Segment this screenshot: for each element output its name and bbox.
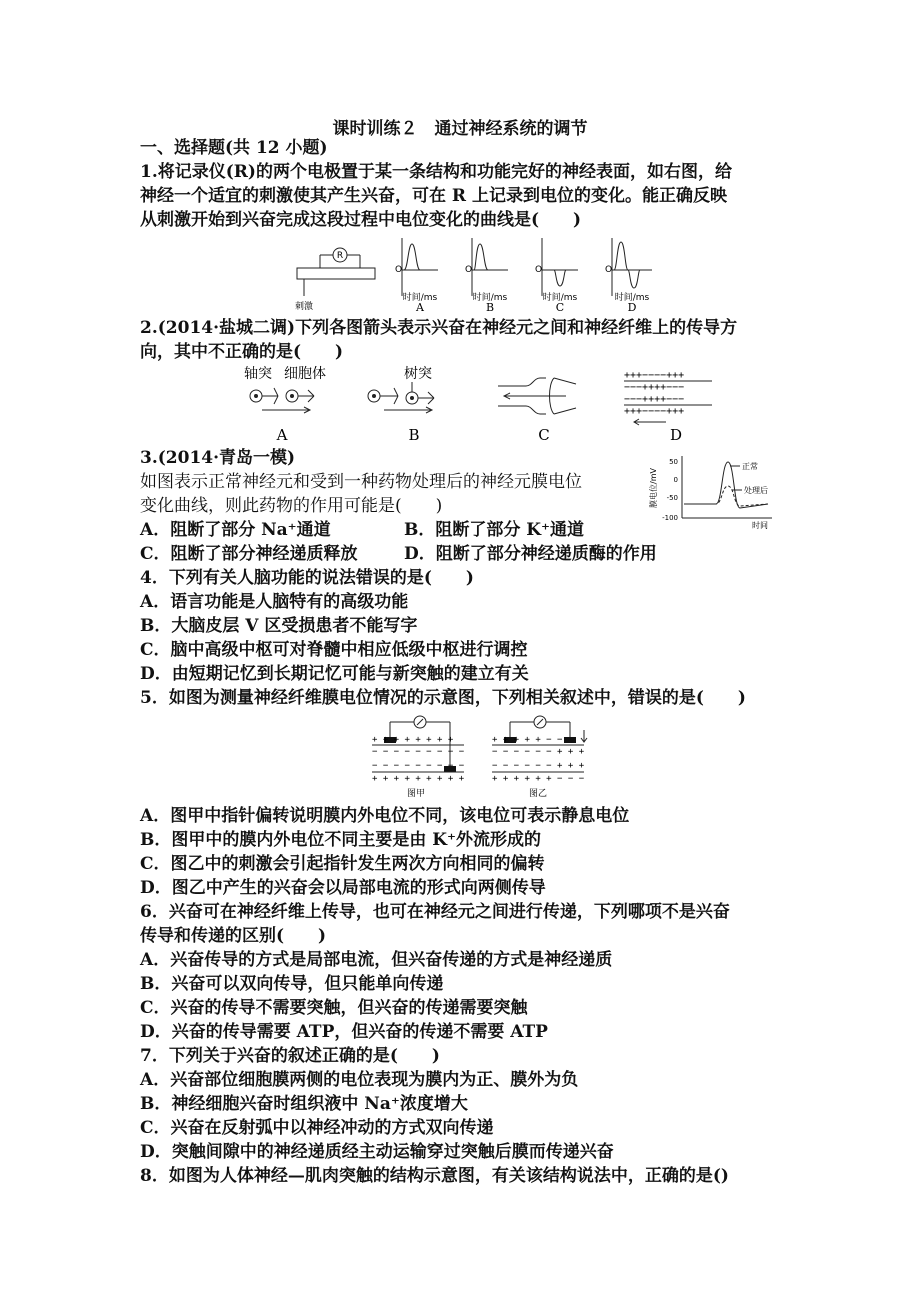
q8-line1: 8．如图为人体神经—肌肉突触的结构示意图，有关该结构说法中，正确的是() xyxy=(140,1166,729,1186)
graph-a-origin: O xyxy=(395,265,403,275)
graph-b xyxy=(465,238,508,312)
graph-b-label: B xyxy=(485,301,495,312)
q5-option-d: D．图乙中产生的兴奋会以局部电流的形式向两侧传导 xyxy=(140,878,546,898)
graph-a-label: A xyxy=(416,301,424,312)
q6-line1: 6．兴奋可在神经纤维上传导，也可在神经元之间进行传递，下列哪项不是兴奋 xyxy=(140,902,730,922)
diagram-b xyxy=(368,382,434,444)
q7-option-a: A．兴奋部位细胞膜两侧的电位表现为膜内为正、膜外为负 xyxy=(140,1070,579,1090)
q3-option-b: B．阻断了部分 K⁺通道 xyxy=(404,520,585,540)
graph-c-origin: O xyxy=(535,265,543,275)
graph-c-label: C xyxy=(555,301,565,312)
figure-yi xyxy=(492,716,587,799)
q6-option-a: A．兴奋传导的方式是局部电流，但兴奋传递的方式是神经递质 xyxy=(140,950,613,970)
q6-option-c: C．兴奋的传导不需要突触，但兴奋的传递需要突触 xyxy=(140,998,528,1018)
q7-line1: 7．下列关于兴奋的叙述正确的是( ) xyxy=(140,1046,440,1066)
page-title: 课时训练２ 通过神经系统的调节 xyxy=(332,119,588,139)
diagram-c-label: C xyxy=(538,426,550,444)
graph-d-origin: O xyxy=(605,265,613,275)
svg-text:+++−−−−+++: +++−−−−+++ xyxy=(624,406,685,417)
q2-line1: 2.(2014·盐城二调)下列各图箭头表示兴奋在神经元之间和神经纤维上的传导方 xyxy=(140,318,738,338)
recorder-diagram xyxy=(295,248,375,312)
diagram-c xyxy=(498,378,576,444)
q1-figure xyxy=(292,234,662,312)
q6-option-b: B．兴奋可以双向传导，但只能单向传递 xyxy=(140,974,444,994)
diagram-d-label: D xyxy=(669,426,683,444)
q1-line3: 从刺激开始到兴奋完成这段过程中电位变化的曲线是( ) xyxy=(140,210,582,230)
q2-figure xyxy=(236,364,726,446)
figure-jia-label: 图甲 xyxy=(406,789,426,799)
q7-option-d: D．突触间隙中的神经递质经主动运输穿过突触后膜而传递兴奋 xyxy=(140,1142,614,1162)
graph-b-origin: O xyxy=(465,265,473,275)
diagram-a xyxy=(250,388,314,444)
svg-text:−−−++++−−−: −−−++++−−− xyxy=(624,394,685,405)
figure-yi-label: 图乙 xyxy=(528,789,548,799)
graph-a-xlabel: 时间/ms xyxy=(402,293,438,303)
q3-xlabel: 时间 xyxy=(752,521,768,530)
dendrite-label: 树突 xyxy=(404,366,432,382)
q4-option-a: A．语言功能是人脑特有的高级功能 xyxy=(140,592,409,612)
q3-line3: 变化曲线，则此药物的作用可能是( ) xyxy=(140,496,443,516)
svg-text:+ + + + + + + +: + + + + + + + + xyxy=(372,735,454,745)
section-heading: 一、选择题(共 12 小题) xyxy=(140,138,328,158)
axon-label: 轴突 xyxy=(244,366,272,382)
q4-option-d: D．由短期记忆到长期记忆可能与新突触的建立有关 xyxy=(140,664,529,684)
svg-text:+++−−−−+++: +++−−−−+++ xyxy=(624,370,685,381)
q5-line1: 5．如图为测量神经纤维膜电位情况的示意图，下列相关叙述中，错误的是( ) xyxy=(140,688,746,708)
q3-treated-label: 处理后 xyxy=(744,486,768,495)
q3-tick-neg50: -50 xyxy=(666,494,678,502)
graph-d-label: D xyxy=(627,301,637,312)
q5-figure xyxy=(368,712,598,802)
q1-line2: 神经一个适宜的刺激使其产生兴奋，可在 R 上记录到电位的变化。能正确反映 xyxy=(140,186,727,206)
svg-text:+ + + + + + + + +: + + + + + + + + + xyxy=(372,774,465,784)
q7-option-b: B．神经细胞兴奋时组织液中 Na⁺浓度增大 xyxy=(140,1094,468,1114)
q2-line2: 向，其中不正确的是( ) xyxy=(140,342,344,362)
svg-text:−−−++++−−−: −−−++++−−− xyxy=(624,382,685,393)
q3-tick-neg100: -100 xyxy=(662,514,678,522)
graph-d xyxy=(605,238,652,312)
q3-option-c: C．阻断了部分神经递质释放 xyxy=(140,544,358,564)
diagram-b-label: B xyxy=(408,426,420,444)
soma-label: 细胞体 xyxy=(284,366,326,382)
q4-line1: 4．下列有关人脑功能的说法错误的是( ) xyxy=(140,568,474,588)
graph-c xyxy=(535,238,578,312)
svg-text:+ + + + + − −: + + + + + − − xyxy=(492,735,563,745)
recorder-label: R xyxy=(336,251,344,261)
q5-option-b: B．图甲中的膜内外电位不同主要是由 K⁺外流形成的 xyxy=(140,830,542,850)
q3-tick-0: 0 xyxy=(673,476,678,484)
diagram-d xyxy=(624,370,712,444)
q3-ylabel: 膜电位/mV xyxy=(649,468,658,508)
svg-text:− − − − − − − − −: − − − − − − − − − xyxy=(372,761,465,771)
stimulus-label: 刺激 xyxy=(294,302,314,312)
q3-figure xyxy=(648,452,778,534)
figure-jia xyxy=(372,716,465,799)
svg-text:+ + + + + + − − −: + + + + + + − − − xyxy=(492,774,585,784)
q3-normal-label: 正常 xyxy=(742,462,758,471)
graph-c-xlabel: 时间/ms xyxy=(542,293,578,303)
q3-tick-50: 50 xyxy=(669,458,678,466)
q3-line1: 3.(2014·青岛一模) xyxy=(140,448,296,468)
svg-text:− − − − − − − − −: − − − − − − − − − xyxy=(372,747,465,757)
q6-line2: 传导和传递的区别( ) xyxy=(140,926,327,946)
svg-text:− − − − − − + + +: − − − − − − + + + xyxy=(492,747,585,757)
diagram-a-label: A xyxy=(276,426,288,444)
q4-option-c: C．脑中高级中枢可对脊髓中相应低级中枢进行调控 xyxy=(140,640,528,660)
q7-option-c: C．兴奋在反射弧中以神经冲动的方式双向传递 xyxy=(140,1118,494,1138)
q3-option-d: D．阻断了部分神经递质酶的作用 xyxy=(404,544,657,564)
q5-option-a: A．图甲中指针偏转说明膜内外电位不同，该电位可表示静息电位 xyxy=(140,806,630,826)
q4-option-b: B．大脑皮层 V 区受损患者不能写字 xyxy=(140,616,418,636)
graph-b-xlabel: 时间/ms xyxy=(472,293,508,303)
svg-text:− − − − − − + + +: − − − − − − + + + xyxy=(492,761,585,771)
q1-line1: 1.将记录仪(R)的两个电极置于某一条结构和功能完好的神经表面，如右图，给 xyxy=(140,162,732,182)
q3-line2: 如图表示正常神经元和受到一种药物处理后的神经元膜电位 xyxy=(140,472,582,492)
q3-option-a: A．阻断了部分 Na⁺通道 xyxy=(140,520,331,540)
q6-option-d: D．兴奋的传导需要 ATP，但兴奋的传递不需要 ATP xyxy=(140,1022,548,1042)
q5-option-c: C．图乙中的刺激会引起指针发生两次方向相同的偏转 xyxy=(140,854,545,874)
graph-d-xlabel: 时间/ms xyxy=(614,293,650,303)
graph-a xyxy=(395,238,438,312)
